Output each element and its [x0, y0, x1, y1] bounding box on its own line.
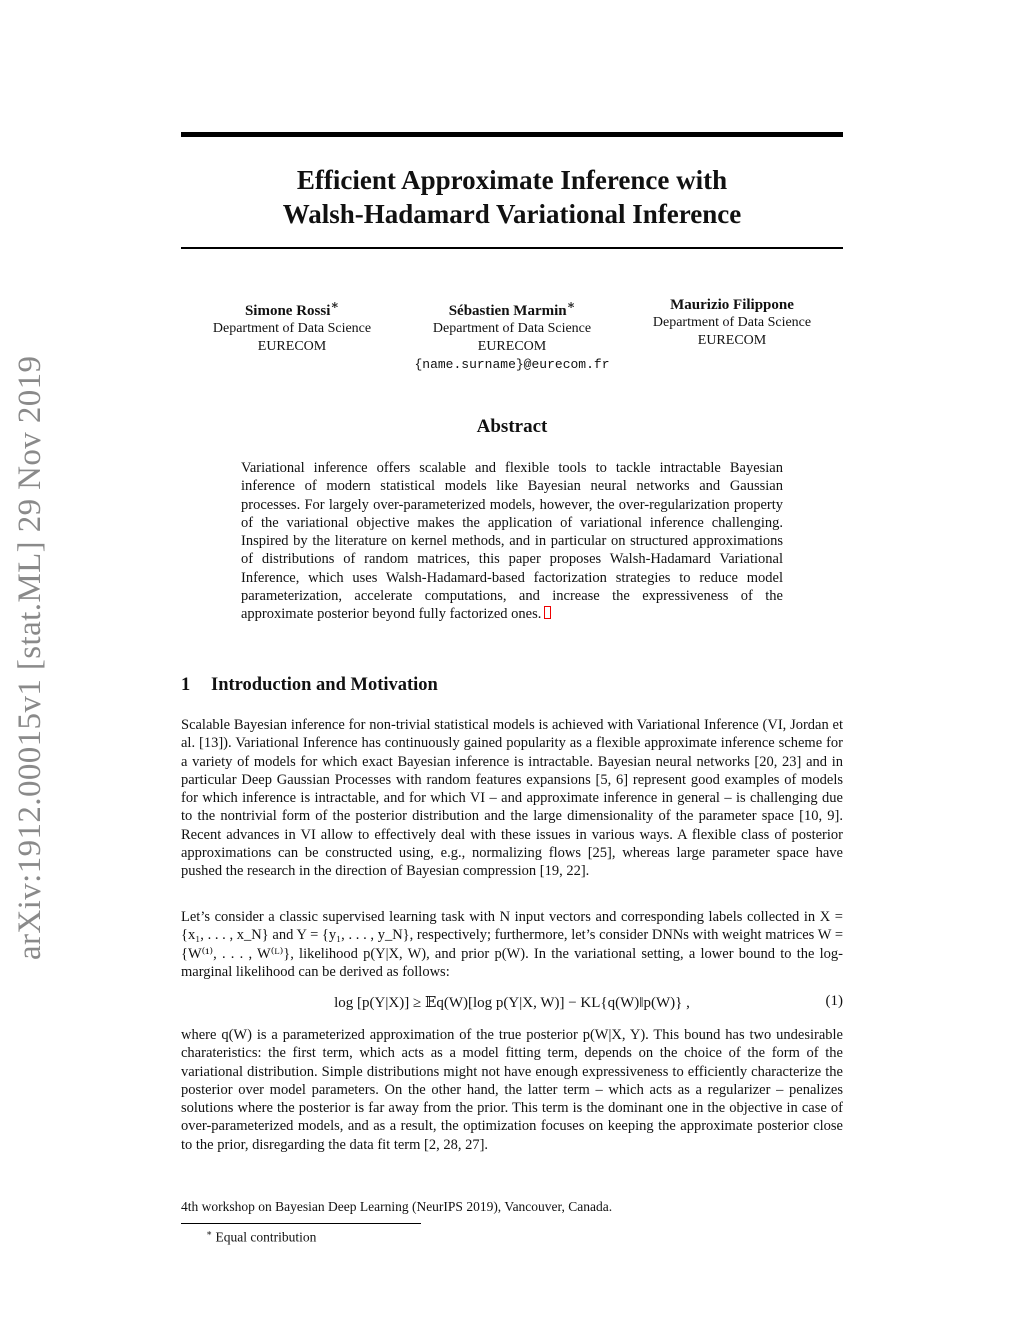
author-dept: Department of Data Science [432, 321, 592, 336]
author-name: Sébastien Marmin [448, 303, 567, 319]
author-mark: ∗ [566, 298, 576, 312]
abstract-text: Variational inference offers scalable and flexible tools to tackle intractable Bayesian inference of modern statistical models like Bayesian neural networks and Gaussian processes. For largely over-parameterized models, however, the over-regularization property of the variational objective makes the application of variational inference challenging. Inspired by the literature on kernel methods, and in particular on structured approximations of distributions of random matrices, this paper proposes Walsh-Hadamard Variational Inference, which uses Walsh-Hadamard-based factorization strategies to reduce model parameterization, accelerate computations, and increase the expressiveness of the approximate posterior beyond fully factorized ones. [241, 460, 783, 623]
equation-1 [181, 993, 843, 1015]
section-title: Introduction and Motivation [211, 675, 438, 695]
paper-title [181, 163, 843, 231]
author-block-1 [182, 296, 402, 356]
author-dept: Department of Data Science [652, 315, 812, 330]
author-block-3 [622, 296, 842, 350]
author-inst: EURECOM [477, 339, 547, 354]
author-block-2 [402, 296, 622, 374]
arxiv-identifier: arXiv:1912.00015v1 [stat.ML] 29 Nov 2019 [12, 355, 48, 960]
title-top-rule [181, 132, 843, 137]
author-name: Maurizio Filippone [670, 297, 794, 313]
abstract-body [241, 459, 783, 624]
author-dept: Department of Data Science [212, 321, 372, 336]
equation-body: log [p(Y|X)] ≥ 𝔼q(W)[log p(Y|X, W)] − KL{q(W)‖p(W)} , [334, 995, 690, 1011]
author-name: Simone Rossi [244, 303, 331, 319]
author-inst: EURECOM [697, 333, 767, 348]
venue-note: 4th workshop on Bayesian Deep Learning (NeurIPS 2019), Vancouver, Canada. [181, 1199, 613, 1214]
intro-paragraph-2: Let’s consider a classic supervised learning task with N input vectors and corresponding labels collected in X = {x₁, . . . , x_N} and Y = {y₁, . . . , y_N}, respectively; furthermore, let’s consider DNNs with weight matrices W = {W⁽¹⁾, . . . , W⁽ᴸ⁾}, likelihood p(Y|X, W), and prior p(W). In the variational setting, a lower bound to the log-marginal likelihood can be derived as follows: [181, 909, 843, 980]
footnote-rule [181, 1223, 421, 1224]
footnote-link-marker[interactable] [544, 606, 551, 619]
footnote-text: Equal contribution [215, 1229, 317, 1245]
abstract-heading: Abstract [476, 416, 548, 437]
intro-paragraph-1: Scalable Bayesian inference for non-trivial statistical models is achieved with Variational Inference (VI, Jordan et al. [13]). Variational Inference has continuously gained popularity as a flexible approximate inference scheme for a variety of models for which exact Bayesian inference is intractable. Bayesian neural networks [20, 23] and in particular Deep Gaussian Processes with random features expansions [5, 6] represent good examples of models for which inference is intractable, and for which VI – and approximate inference in general – is challenging due to the nontrivial form of the posterior distribution and the large dimensionality of the parameter space [10, 9]. Recent advances in VI allow to effectively deal with these issues in various ways. A flexible class of posterior approximations can be constructed using, e.g., normalizing flows [25], whereas large parameter space have pushed the research in the direction of Bayesian compression [19, 22]. [181, 717, 843, 880]
section-heading [181, 675, 843, 696]
intro-paragraph-3: where q(W) is a parameterized approximation of the true posterior p(W|X, Y). This bound has two undesirable charateristics: the first term, which acts as a model fitting term, depends on the choice of the form of the variational distribution. Simple distributions might not have enough expressiveness to efficiently characterize the posterior over model parameters. On the other hand, the latter term – which acts as a regularizer – penalizes solutions where the posterior is far away from the prior. This term is the dominant one in the objective in case of over-parameterized models, and as a result, the optimization focuses on keeping the approximate posterior close to the prior, disregarding the data fit term [2, 28, 27]. [181, 1027, 843, 1153]
title-bottom-rule [181, 247, 843, 249]
footnote-mark: ∗ [206, 1228, 213, 1238]
section-number: 1 [181, 675, 191, 695]
author-inst: EURECOM [257, 339, 327, 354]
author-email: {name.surname}@eurecom.fr [414, 357, 610, 372]
title-line-1: Efficient Approximate Inference with [296, 165, 728, 195]
footnote [206, 1228, 316, 1246]
title-line-2: Walsh-Hadamard Variational Inference [282, 199, 742, 229]
author-mark: ∗ [330, 298, 340, 312]
equation-number: (1) [825, 993, 843, 1009]
